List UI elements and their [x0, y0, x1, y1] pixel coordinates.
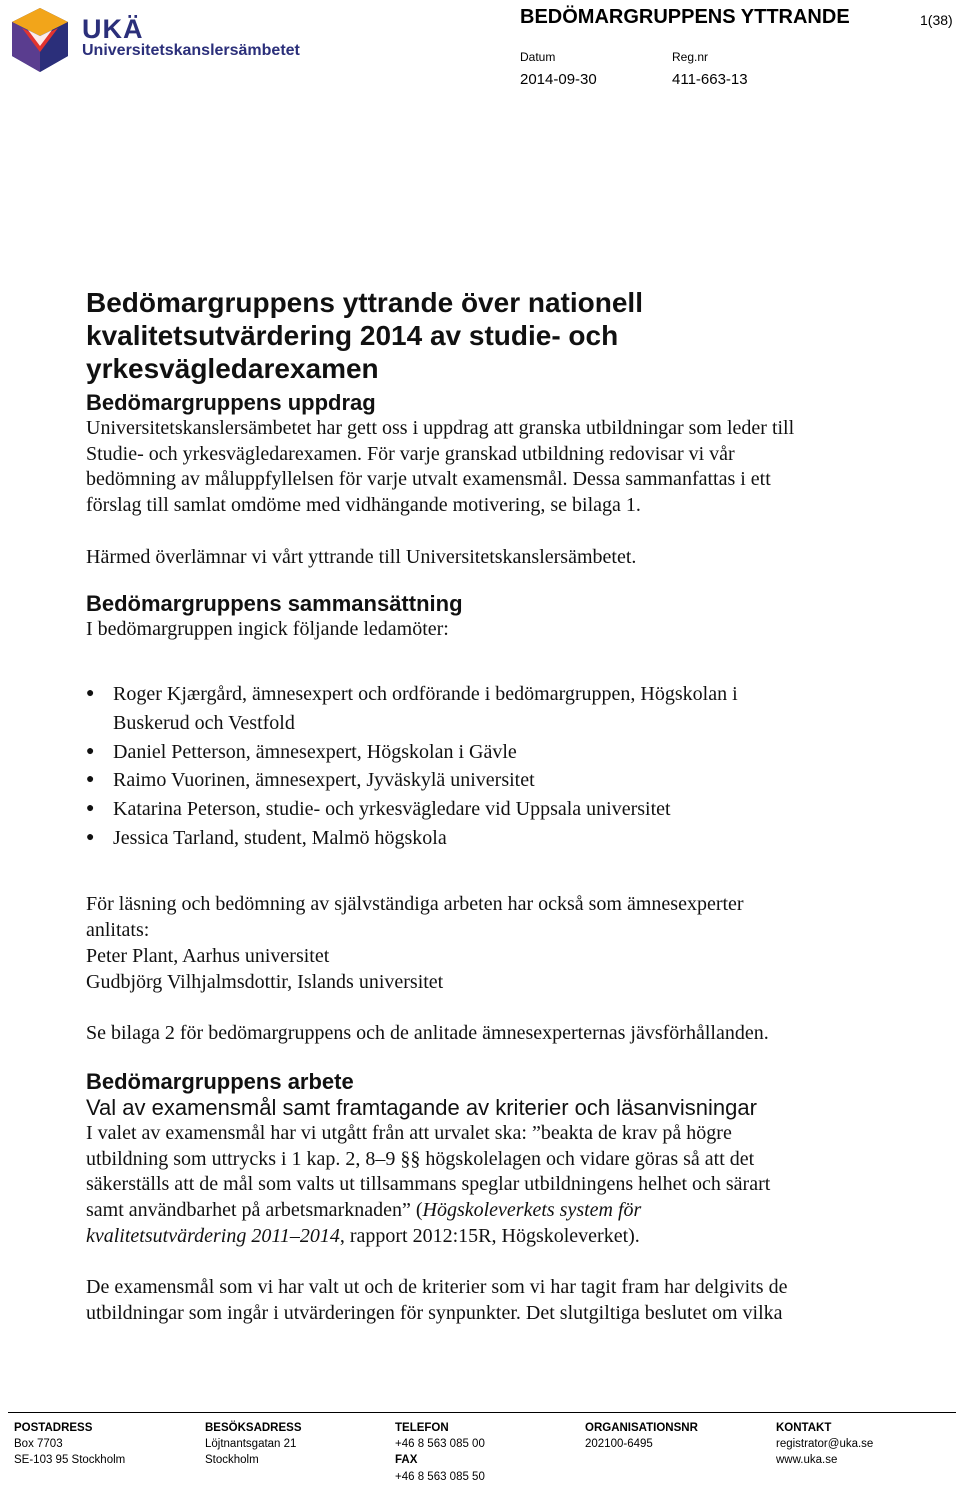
list-item: ● Raimo Vuorinen, ämnesexpert, Jyväskylä universitet — [86, 766, 876, 795]
list-item: ● Jessica Tarland, student, Malmö högskola — [86, 824, 876, 853]
section-heading-sammansattning: Bedömargruppens sammansättning — [86, 590, 463, 616]
date-label: Datum — [520, 50, 556, 64]
footer-phone: TELEFON +46 8 563 085 00 FAX +46 8 563 085 50 — [395, 1422, 485, 1483]
date-value: 2014-09-30 — [520, 71, 597, 88]
title-line-2: kvalitetsutvärdering 2014 av studie- och — [86, 320, 619, 351]
overlamnar-paragraph: Härmed överlämnar vi vårt yttrande till Universitetskanslersämbetet. — [86, 545, 637, 568]
bullet-icon: ● — [86, 772, 95, 788]
examensmal-paragraph: I valet av examensmål har vi utgått från att urvalet ska: ”beakta de krav på högre utbildning som uttrycks i 1 kap. 2, 8–9 §§ högskolelagen och vidare göras så att det säkerställs att de mål som valts ut tillsammans speglar utbildningens helhet och särart samt användbarhet på arbetsmarknaden” (Högskoleverkets system för kvalitetsutvärdering 2011–2014, rapport 2012:15R, Högskoleverket). — [86, 1121, 771, 1247]
subheading-examensmal: Val av examensmål samt framtagande av kriterier och läsanvisningar — [86, 1094, 757, 1120]
contact-email-link[interactable]: registrator@uka.se — [776, 1438, 874, 1451]
bullet-icon: ● — [86, 743, 95, 759]
kriterier-paragraph: De examensmål som vi har valt ut och de kriterier som vi har tagit fram har delgivits de utbildningar som ingår i utvärderingen för synpunkter. Det slutgiltiga beslutet om vilka — [86, 1276, 788, 1325]
experts-paragraph: För läsning och bedömning av självständiga arbeten har också som ämnesexperter anlitats: Peter Plant, Aarhus universitet Gudbjörg Vilhjalmsdottir, Islands universitet — [86, 893, 744, 993]
uka-logo-icon — [8, 6, 72, 74]
footer-contact: KONTAKT registrator@uka.se www.uka.se — [776, 1420, 873, 1469]
section-heading-uppdrag: Bedömargruppens uppdrag — [86, 390, 376, 415]
members-intro: I bedömargruppen ingick följande ledamöter: — [86, 617, 449, 640]
bullet-icon: ● — [86, 686, 95, 702]
member-list — [86, 680, 876, 852]
list-item: ● Roger Kjærgård, ämnesexpert och ordförande i bedömargruppen, Högskolan i Buskerud och Vestfold — [86, 680, 876, 737]
uppdrag-paragraph: Universitetskanslersämbetet har gett oss i uppdrag att granska utbildningar som leder till Studie- och yrkesvägledarexamen. För varje granskad utbildning redovisar vi vår bedömning av måluppfyllelsen för varje utvalt examensmål. Dessa sammanfattas i ett förslag till samlat omdöme med vidhängande motivering, se bilaga 1. — [86, 417, 795, 517]
title-line-1: Bedömargruppens yttrande över nationell — [86, 287, 643, 318]
reg-value: 411-663-13 — [672, 71, 748, 88]
bilaga-paragraph: Se bilaga 2 för bedömargruppens och de anlitade ämnesexperternas jävsförhållanden. — [86, 1022, 769, 1045]
bullet-icon: ● — [86, 801, 95, 817]
list-item: ● Katarina Peterson, studie- och yrkesvägledare vid Uppsala universitet — [86, 795, 876, 824]
footer-visit: BESÖKSADRESS Löjtnantsgatan 21 Stockholm — [205, 1422, 302, 1467]
logo-text-main: UKÄ — [82, 14, 144, 44]
contact-website-link[interactable]: www.uka.se — [776, 1454, 838, 1467]
document-title — [86, 286, 876, 385]
footer-postal: POSTADRESS Box 7703 SE-103 95 Stockholm — [14, 1422, 126, 1467]
section-heading-arbete: Bedömargruppens arbete — [86, 1068, 354, 1094]
footer-org: ORGANISATIONSNR 202100-6495 — [585, 1422, 698, 1451]
logo-text-sub: Universitetskanslersämbetet — [82, 42, 300, 59]
page-number: 1(38) — [920, 12, 953, 28]
document-type: BEDÖMARGRUPPENS YTTRANDE — [520, 6, 850, 28]
reg-label: Reg.nr — [672, 50, 709, 64]
list-item: ● Daniel Petterson, ämnesexpert, Högskolan i Gävle — [86, 738, 876, 767]
footer-divider — [8, 1412, 956, 1413]
bullet-icon: ● — [86, 829, 95, 845]
document-body — [86, 286, 876, 1327]
title-line-3: yrkesvägledarexamen — [86, 353, 379, 384]
